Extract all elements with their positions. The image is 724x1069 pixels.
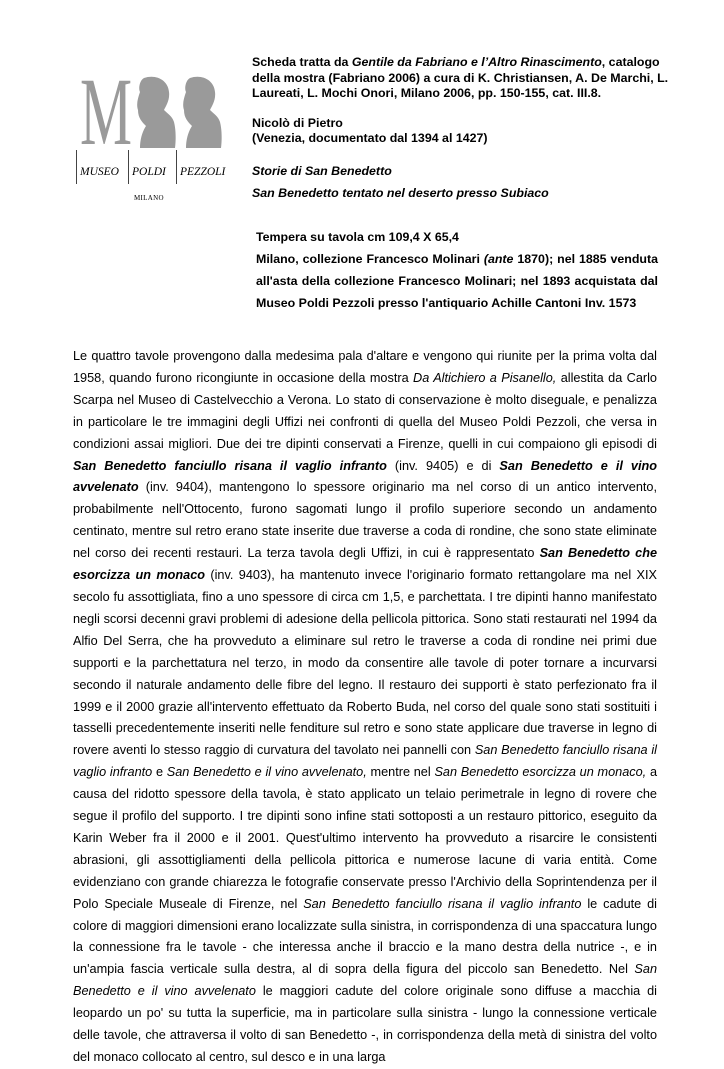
artwork-details xyxy=(256,226,658,314)
logo-letter-m: M xyxy=(80,70,132,150)
museum-logo xyxy=(72,70,232,210)
artist-dates: (Venezia, documentato dal 1394 al 1427) xyxy=(252,131,488,145)
series-title: Storie di San Benedetto xyxy=(252,163,392,178)
provenance: Milano, collezione Francesco Molinari (ante 1870); nel 1885 venduta all'asta della collezione Francesco Molinari; nel 1893 acquistata dal Museo Poldi Pezzoli presso l'antiquario Achille Cantoni Inv. 1573 xyxy=(256,252,658,310)
logo-city: MILANO xyxy=(134,194,164,202)
logo-emblem xyxy=(80,70,230,150)
technique: Tempera su tavola cm 109,4 X 65,4 xyxy=(256,230,459,244)
artist-name: Nicolò di Pietro xyxy=(252,115,343,130)
logo-divider xyxy=(128,150,129,184)
work-title: San Benedetto tentato nel deserto presso Subiaco xyxy=(252,186,549,200)
logo-word-poldi: POLDI xyxy=(132,166,166,178)
logo-wordmark xyxy=(72,148,232,184)
logo-word-museo: MUSEO xyxy=(80,166,119,178)
logo-profile-right xyxy=(183,77,221,148)
logo-profile-left xyxy=(137,77,175,148)
logo-word-pezzoli: PEZZOLI xyxy=(180,166,226,178)
paragraph: Le quattro tavole provengono dalla medesima pala d'altare e vengono qui riunite per la prima volta dal 1958, quando furono ricongiunte in occasione della mostra Da Altichiero a Pisanello, allestita da Carlo Scarpa nel Museo di Castelvecchio a Verona. Lo stato di conservazione è molto diseguale, e penalizza in particolare le tre immagini degli Uffizi nei confronti di quella del Museo Poldi Pezzoli, che versa in condizioni assai migliori. Due dei tre dipinti conservati a Firenze, quelli in cui compaiono gli episodi di San Benedetto fanciullo risana il vaglio infranto (inv. 9405) e di San Benedetto e il vino avvelenato (inv. 9404), mantengono lo spessore originario ma nel corso di un antico intervento, probabilmente nell'Ottocento, furono sagomati lungo il profilo superiore secondo un andamento centinato, mentre sul retro erano state inserite due traverse a coda di rondine, che sono state eliminate nel corso dei recenti restauri. La terza tavola degli Uffizi, in cui è rappresentato San Benedetto che esorcizza un monaco (inv. 9403), ha mantenuto invece l'originario formato rettangolare ma nel XIX secolo fu assottigliata, fino a uno spessore di circa cm 1,5, e parchettata. I tre dipinti hanno manifestato negli scorsi decenni gravi problemi di adesione della pellicola pittorica. Sono stati restaurati nel 1994 da Alfio Del Serra, che ha provveduto a eliminare sul retro le traverse a coda di rondine nei primi due supporti e la parchettatura nel terzo, in modo da consentire alle tavole di poter tornare a incurvarsi secondo il naturale andamento delle fibre del legno. Il restauro dei supporti è stato perfezionato fra il 1999 e il 2000 grazie all'intervento effettuato da Roberto Buda, nel corso del quale sono stati sostituiti i tasselli precedentemente inseriti nelle fenditure sul retro e sono state applicare due traverse in legno di rovere aventi lo stesso raggio di curvatura del tavolato nei pannelli con San Benedetto fanciullo risana il vaglio infranto e San Benedetto e il vino avvelenato, mentre nel San Benedetto esorcizza un monaco, a causa del ridotto spessore della tavola, è stato applicato un telaio perimetrale in legno di rovere che segue il profilo del supporto. I tre dipinti sono infine stati sottoposti a un restauro pittorico, eseguito da Karin Weber fra il 2000 e il 2001. Quest'ultimo intervento ha provveduto a risarcire le consistenti abrasioni, gli assottigliamenti della pellicola pittorica e numerose lacune di varia entità. Come evidenziano con grande chiarezza le fotografie conservate presso l'Archivio della Soprintendenza per il Polo Speciale Museale di Firenze, nel San Benedetto fanciullo risana il vaglio infranto le cadute di colore di maggiori dimensioni erano localizzate sulla sinistra, in corrispondenza di una spaccatura lungo la connessione fra le tavole - che interessa anche il braccio e la mano destra della nutrice -, e in un'ampia fascia verticale sulla destra, al di sopra della figura del piccolo san Benedetto. Nel San Benedetto e il vino avvelenato le maggiori cadute del colore originale sono diffuse a macchia di leopardo un po' su tutta la superficie, ma in particolare sulla sinistra - lungo la connessione verticale delle tavole, che attraversa il volto di san Benedetto -, in corrispondenza della metà di sinistra del volto del monaco collocato al centro, sul desco e in una larga xyxy=(73,349,658,1064)
logo-divider xyxy=(176,150,177,184)
body-text xyxy=(73,346,657,1069)
source-citation: Scheda tratta da Gentile da Fabriano e l’Altro Rinascimento, catalogo della mostra (Fabriano 2006) a cura di K. Christiansen, A. De Marchi, L. Laureati, L. Mochi Onori, Milano 2006, pp. 150-155, cat. III.8. xyxy=(252,55,669,100)
catalogue-title: Gentile da Fabriano e l’Altro Rinascimento xyxy=(351,55,602,69)
document-header xyxy=(252,55,672,202)
logo-divider xyxy=(76,150,77,184)
